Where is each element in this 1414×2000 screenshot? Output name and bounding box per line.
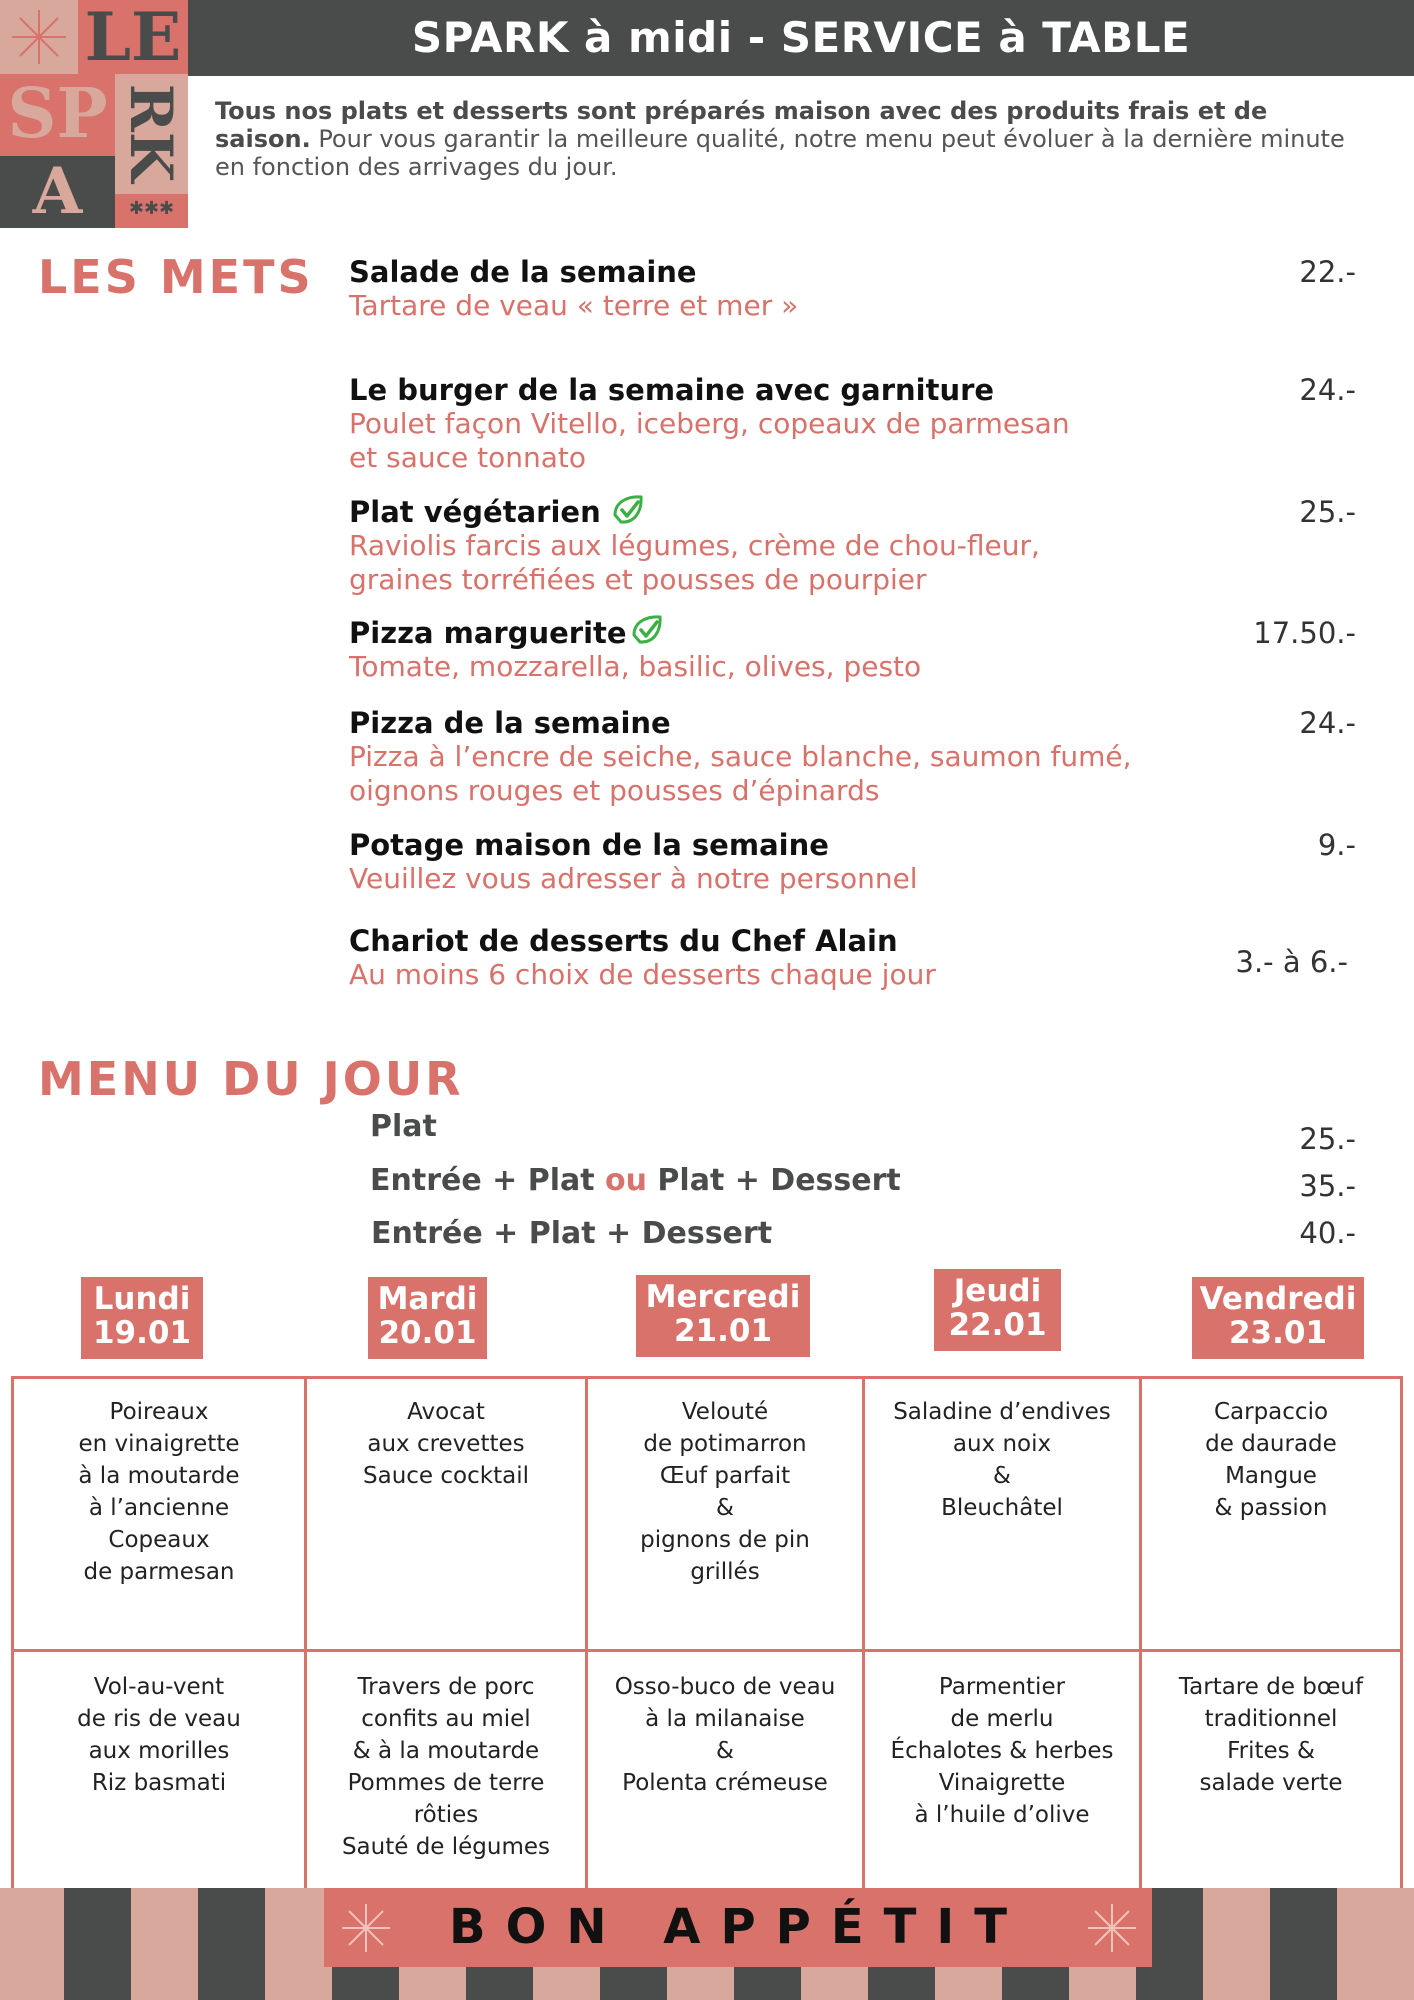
day-date: 20.01 xyxy=(378,1315,477,1351)
logo-star-tile xyxy=(0,0,78,74)
dish-desc: Veuillez vous adresser à notre personnel xyxy=(349,862,918,895)
dish-name: Pizza marguerite xyxy=(349,616,627,650)
dish-desc: Tartare de veau « terre et mer » xyxy=(349,289,799,322)
cell-line: aux morilles xyxy=(88,1738,230,1764)
day-header-jeudi xyxy=(934,1269,1061,1351)
cell-line: Sauce cocktail xyxy=(363,1463,529,1489)
logo-rk-tile xyxy=(115,74,188,194)
logo xyxy=(0,0,188,228)
day-name: Vendredi xyxy=(1199,1281,1357,1317)
cell-line: Vinaigrette xyxy=(938,1770,1066,1796)
formula-plat xyxy=(370,1109,437,1144)
formula-text: Plat + Dessert xyxy=(646,1163,901,1198)
intro-text xyxy=(215,97,1345,181)
dish-desc: Pizza à l’encre de seiche, sauce blanche, saumon fumé, oignons rouges et pousses d’épinards xyxy=(349,740,1132,807)
cell-line: Vol-au-vent xyxy=(93,1674,225,1700)
cell-line: Polenta crémeuse xyxy=(622,1770,828,1796)
cell-line: de merlu xyxy=(950,1706,1054,1732)
entree-cell-mercredi xyxy=(588,1396,862,1588)
dish-price: 22.- xyxy=(1299,255,1356,289)
day-name: Mercredi xyxy=(645,1279,801,1315)
day-header-mercredi xyxy=(636,1275,810,1357)
cell-line: de parmesan xyxy=(83,1559,235,1585)
cell-line: de potimarron xyxy=(643,1431,807,1457)
dish-price: 25.- xyxy=(1299,495,1356,529)
cell-line: Carpaccio xyxy=(1213,1399,1329,1425)
dish-price: 17.50.- xyxy=(1253,616,1356,650)
menu-du-jour-title: MENU DU JOUR xyxy=(38,1052,464,1106)
cell-line: traditionnel xyxy=(1204,1706,1338,1732)
cell-line: & xyxy=(716,1495,734,1521)
asterisk-star-icon xyxy=(0,0,78,74)
day-date: 21.01 xyxy=(673,1313,773,1349)
intro-normal: Pour vous garantir la meilleure qualité, notre menu peut évoluer à la dernière minute en fonction des arrivages du jour. xyxy=(215,125,1345,181)
logo-le-tile xyxy=(78,0,188,74)
footer-stripe xyxy=(1270,1888,1337,2000)
cell-line: Osso-buco de veau xyxy=(614,1674,836,1700)
cell-line: Pommes de terre xyxy=(347,1770,545,1796)
plat-cell-mardi xyxy=(307,1671,585,1863)
footer-stripe xyxy=(1337,1888,1414,2000)
cell-line: Travers de porc xyxy=(357,1674,535,1700)
plat-cell-mercredi xyxy=(588,1671,862,1799)
day-header-lundi xyxy=(81,1277,203,1359)
cell-line: Tartare de bœuf xyxy=(1178,1674,1364,1700)
dish-desc: Poulet façon Vitello, iceberg, copeaux de parmesan et sauce tonnato xyxy=(349,407,1070,474)
dish-name: Le burger de la semaine avec garniture xyxy=(349,373,995,407)
formula-price: 25.- xyxy=(1299,1122,1356,1156)
entree-cell-jeudi xyxy=(865,1396,1139,1524)
dish-price: 24.- xyxy=(1299,373,1356,407)
cell-line: & à la moutarde xyxy=(352,1738,540,1764)
dish-desc: Tomate, mozzarella, basilic, olives, pesto xyxy=(349,650,922,683)
cell-line: & xyxy=(716,1738,734,1764)
day-name: Lundi xyxy=(93,1281,191,1317)
cell-line: Échalotes & herbes xyxy=(890,1738,1114,1764)
cell-line: en vinaigrette xyxy=(78,1431,240,1457)
entree-cell-mardi xyxy=(307,1396,585,1492)
entree-cell-vendredi xyxy=(1142,1396,1400,1524)
cell-line: salade verte xyxy=(1199,1770,1343,1796)
footer-stripe xyxy=(131,1888,198,2000)
cell-line: Poireaux xyxy=(109,1399,209,1425)
day-name: Mardi xyxy=(377,1281,478,1317)
plat-cell-jeudi xyxy=(865,1671,1139,1831)
cell-line: Mangue xyxy=(1225,1463,1317,1489)
logo-letters-le: LE xyxy=(84,0,182,74)
formula-price: 35.- xyxy=(1299,1169,1356,1203)
dish-price: 3.- à 6.- xyxy=(1235,945,1348,979)
dish-desc: Raviolis farcis aux légumes, crème de chou-fleur, graines torréfiées et pousses de pourpier xyxy=(349,529,1040,596)
logo-letters-sp: SP xyxy=(7,74,108,154)
cell-line: Riz basmati xyxy=(91,1770,227,1796)
logo-stars: ✱✱✱ xyxy=(128,198,175,219)
formula-entree-plat-ou xyxy=(370,1163,901,1198)
cell-line: Parmentier xyxy=(938,1674,1066,1700)
leaf-check-icon xyxy=(630,613,664,647)
cell-line: rôties xyxy=(413,1802,479,1828)
day-date: 23.01 xyxy=(1228,1315,1328,1351)
cell-line: de ris de veau xyxy=(77,1706,241,1732)
cell-line: grillés xyxy=(690,1559,760,1585)
cell-line: Sauté de légumes xyxy=(341,1834,551,1860)
formula-ou: ou xyxy=(605,1163,647,1198)
dish-price: 24.- xyxy=(1299,706,1356,740)
footer-stripe xyxy=(1203,1888,1270,2000)
cell-line: à l’ancienne xyxy=(88,1495,230,1521)
cell-line: pignons de pin xyxy=(640,1527,810,1553)
formula-price: 40.- xyxy=(1299,1216,1356,1250)
dish-name: Salade de la semaine xyxy=(349,255,697,289)
cell-line: Copeaux xyxy=(108,1527,210,1553)
footer-stripe xyxy=(265,1888,332,2000)
cell-line: Velouté xyxy=(681,1399,769,1425)
footer-stripe xyxy=(198,1888,265,2000)
logo-letters-a: A xyxy=(32,156,83,228)
dish-name: Plat végétarien xyxy=(349,495,601,529)
formula-complete xyxy=(371,1216,772,1251)
dish-name: Pizza de la semaine xyxy=(349,706,671,740)
day-date: 22.01 xyxy=(948,1307,1047,1343)
footer-stripe xyxy=(0,1888,64,2000)
cell-line: aux crevettes xyxy=(367,1431,525,1457)
cell-line: Saladine d’endives xyxy=(893,1399,1111,1425)
cell-line: Avocat xyxy=(407,1399,485,1425)
cell-line: de daurade xyxy=(1205,1431,1337,1457)
logo-sp-tile xyxy=(0,74,115,156)
cell-line: à la milanaise xyxy=(645,1706,805,1732)
dish-desc: Au moins 6 choix de desserts chaque jour xyxy=(349,958,936,991)
les-mets-title: LES METS xyxy=(38,250,314,304)
cell-line: Frites & xyxy=(1227,1738,1315,1764)
plat-cell-vendredi xyxy=(1142,1671,1400,1799)
dish-name: Chariot de desserts du Chef Alain xyxy=(349,924,898,958)
day-date: 19.01 xyxy=(92,1315,192,1351)
dish-name: Potage maison de la semaine xyxy=(349,828,829,862)
cell-line: & passion xyxy=(1214,1495,1328,1521)
logo-letters-rk: RK xyxy=(117,83,185,183)
day-header-mardi xyxy=(368,1277,487,1359)
footer-stripe xyxy=(64,1888,131,2000)
footer-text: BON APPÉTIT xyxy=(449,1899,1027,1955)
cell-line: & xyxy=(993,1463,1011,1489)
intro-bold: Tous nos plats et desserts sont préparés maison avec des produits frais et de saison. xyxy=(215,97,1268,153)
logo-stars-tile xyxy=(115,194,188,228)
entree-cell-lundi xyxy=(14,1396,304,1588)
formula-text: Entrée + Plat + Dessert xyxy=(371,1216,773,1251)
cell-line: à l’huile d’olive xyxy=(914,1802,1090,1828)
plat-cell-lundi xyxy=(14,1671,304,1799)
cell-line: à la moutarde xyxy=(78,1463,240,1489)
page-title: SPARK à midi - SERVICE à TABLE xyxy=(411,13,1191,62)
formula-text: Entrée + Plat xyxy=(370,1163,606,1198)
cell-line: Bleuchâtel xyxy=(941,1495,1063,1521)
formula-text: Plat xyxy=(370,1109,437,1144)
day-name: Jeudi xyxy=(953,1273,1042,1309)
dish-price: 9.- xyxy=(1317,828,1356,862)
cell-line: aux noix xyxy=(952,1431,1052,1457)
cell-line: confits au miel xyxy=(361,1706,531,1732)
cell-line: Œuf parfait xyxy=(659,1463,791,1489)
grid-divider xyxy=(11,1649,1403,1652)
day-header-vendredi xyxy=(1192,1277,1364,1359)
logo-a-tile xyxy=(0,156,115,228)
leaf-check-icon xyxy=(611,493,645,527)
